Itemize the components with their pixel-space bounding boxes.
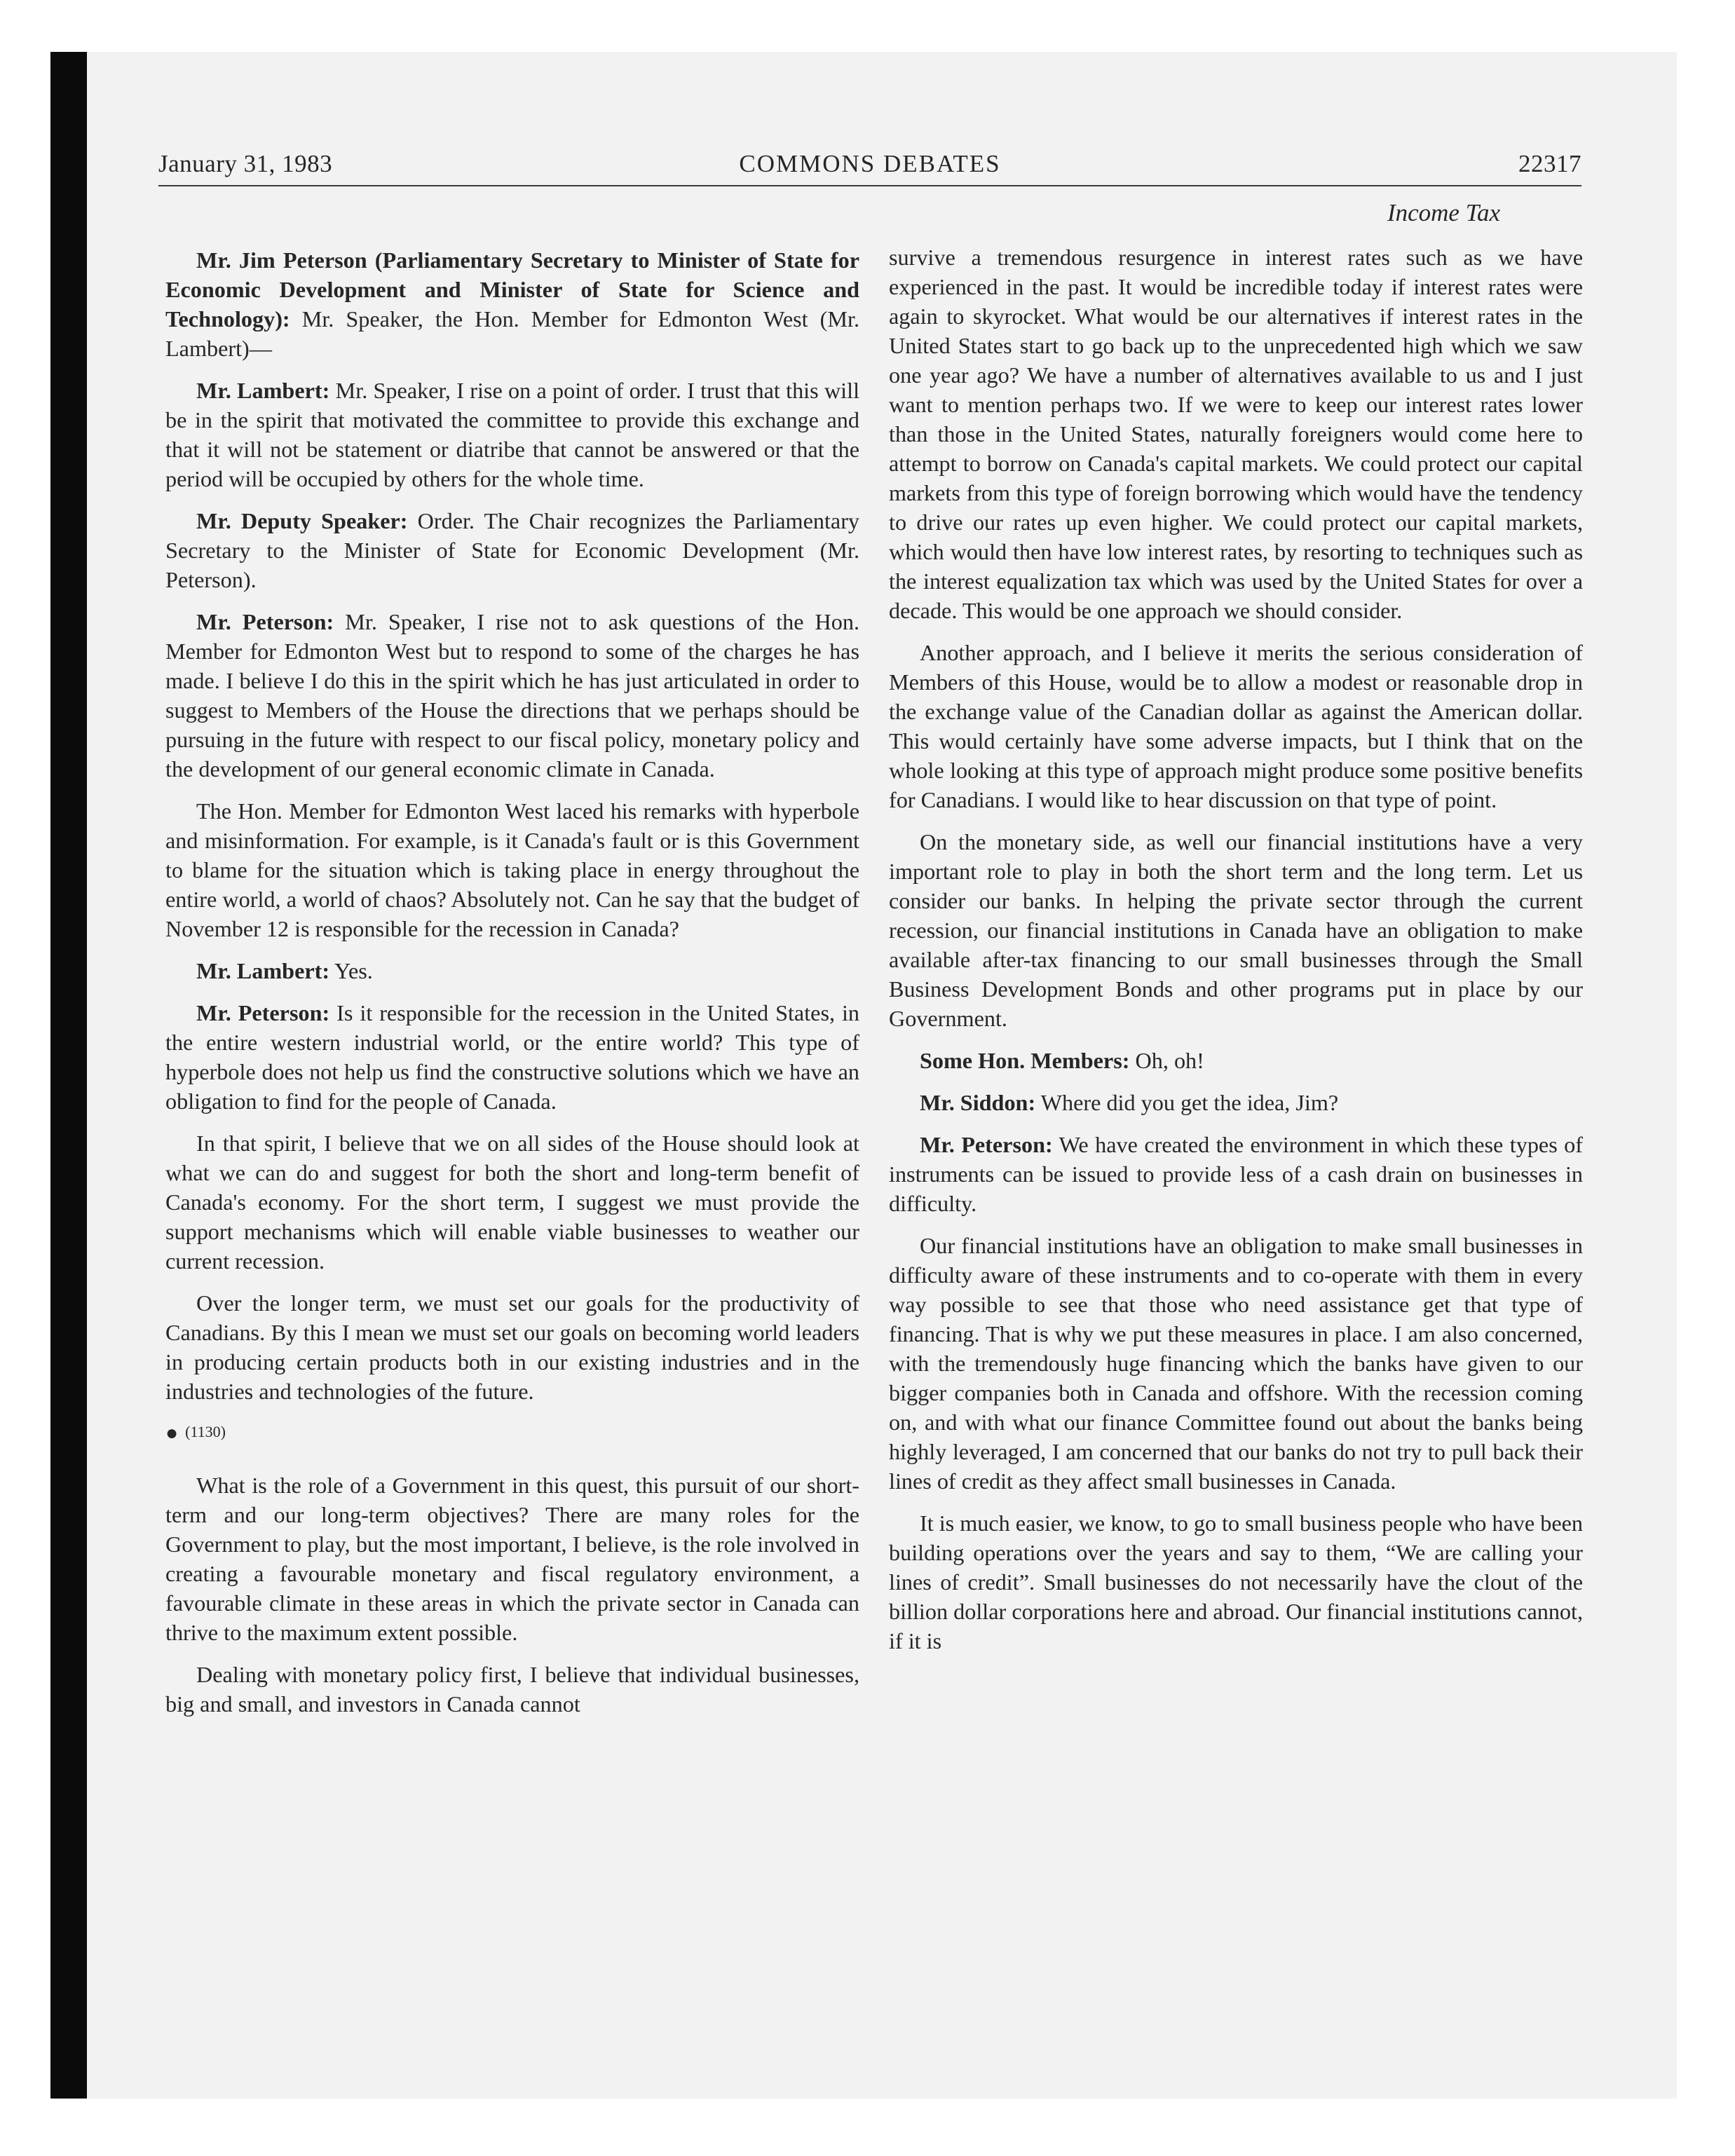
- paragraph: [165, 376, 859, 493]
- right-column-paragraphs: [889, 243, 1583, 1656]
- paragraph-text: Dealing with monetary policy first, I believe that individual businesses, big and small, and investors in Canada cannot: [165, 1661, 859, 1717]
- paragraph: [889, 243, 1583, 625]
- paragraph-text: Mr. Speaker, the Hon. Member for Edmonton West (Mr. Lambert)—: [165, 306, 859, 361]
- scan-border: [50, 52, 87, 2099]
- paragraph-text: Yes.: [334, 958, 373, 983]
- speaker-name: Mr. Peterson:: [196, 1000, 330, 1025]
- section-title: Income Tax: [1387, 199, 1500, 226]
- left-column-paragraphs-after: [165, 1471, 859, 1719]
- paragraph: [165, 956, 859, 985]
- paragraph: [889, 1508, 1583, 1656]
- paragraph: [889, 1130, 1583, 1218]
- time-marker-label: (1130): [185, 1423, 226, 1440]
- speaker-name: Mr. Jim Peterson (Parliamentary Secretary to Minister of State for Economic Development and Minister of State for Science and Technology):: [165, 247, 859, 332]
- paragraph-text: What is the role of a Government in this quest, this pursuit of our short-term and our long-term objectives? There are many roles for the Government to play, but the most important, I believe, is the role involved in creating a favourable monetary and fiscal regulatory environment, a favourable climate in these areas in which the private sector in Canada can thrive to the maximum extent possible.: [165, 1472, 859, 1645]
- paragraph: [165, 796, 859, 943]
- speaker-name: Mr. Peterson:: [920, 1132, 1053, 1157]
- paragraph-text: In that spirit, I believe that we on all sides of the House should look at what we can do and suggest for both the short and long-term benefit of Canada's economy. For the short term, I suggest we must provide the support mechanisms which will enable viable businesses to weather our current recession.: [165, 1131, 859, 1274]
- header-date: January 31, 1983: [158, 150, 333, 177]
- paragraph: [889, 1046, 1583, 1075]
- paragraph-text: Our financial institutions have an obligation to make small businesses in difficulty aware of these instruments and to co-operate with them in every way possible to see that those who need assistance get that type of financing. That is why we put these measures in place. I am also concerned, with the tremendously huge financing which the banks have given to our bigger companies both in Canada and offshore. With the recession coming on, and with what our finance Committee found out about the banks being highly leveraged, I am concerned that our banks do not try to pull back their lines of credit as they affect small businesses in Canada.: [889, 1233, 1583, 1494]
- paragraph: [165, 1128, 859, 1276]
- left-column-paragraphs: [165, 245, 859, 1406]
- paragraph-text: Where did you get the idea, Jim?: [1040, 1090, 1339, 1115]
- paragraph-text: The Hon. Member for Edmonton West laced his remarks with hyperbole and misinformation. For example, is it Canada's fault or is this Government to blame for the situation which is taking place in energy throughout the entire world, a world of chaos? Absolutely not. Can he say that the budget of November 12 is responsible for the recession in Canada?: [165, 798, 859, 941]
- right-column: [889, 243, 1583, 1668]
- paragraph: [165, 506, 859, 594]
- paragraph: [889, 1088, 1583, 1117]
- speaker-name: Mr. Lambert:: [196, 378, 330, 403]
- time-marker: [165, 1421, 859, 1444]
- header-publication: COMMONS DEBATES: [739, 150, 1001, 177]
- paragraph-text: Is it responsible for the recession in the United States, in the entire western industrial world, or the entire world? This type of hyperbole does not help us find the constructive solutions which we have an obligation to find for the people of Canada.: [165, 1000, 860, 1114]
- speaker-name: Mr. Peterson:: [196, 609, 334, 634]
- paragraph: [889, 827, 1583, 1033]
- paragraph: [165, 245, 859, 363]
- paragraph-text: Mr. Speaker, I rise not to ask questions of the Hon. Member for Edmonton West but to respond to some of the charges he has made. I believe I do this in the spirit which he has just articulated in order to suggest to Members of the House the directions that we perhaps should be pursuing in the future with respect to our fiscal policy, monetary policy and the development of our general economic climate in Canada.: [165, 609, 860, 782]
- paragraph-text: Mr. Speaker, I rise on a point of order. I trust that this will be in the spirit that motivated the committee to provide this exchange and that it will not be statement or diatribe that cannot be answered or that the period will be occupied by others for the whole time.: [165, 378, 860, 491]
- bullet-icon: ●: [165, 1421, 179, 1445]
- paragraph: [889, 1231, 1583, 1496]
- speaker-name: Mr. Lambert:: [196, 958, 330, 983]
- speaker-name: Mr. Deputy Speaker:: [196, 508, 408, 533]
- paragraph-text: Order. The Chair recognizes the Parliamentary Secretary to the Minister of State for Economic Development (Mr. Peterson).: [165, 508, 860, 592]
- left-column: [165, 245, 859, 1731]
- paragraph: [165, 998, 859, 1116]
- paragraph: [165, 607, 859, 784]
- speaker-name: Some Hon. Members:: [920, 1048, 1130, 1073]
- header-rule: [158, 185, 1581, 186]
- paragraph: [165, 1660, 859, 1719]
- paragraph-text: We have created the environment in which these types of instruments can be issued to provide less of a cash drain on businesses in difficulty.: [889, 1132, 1583, 1216]
- header-page-number: 22317: [1518, 150, 1581, 177]
- paragraph: [165, 1288, 859, 1406]
- paragraph-text: Another approach, and I believe it merits the serious consideration of Members of this House, would be to allow a modest or reasonable drop in the exchange value of the Canadian dollar as against the American dollar. This would certainly have some adverse impacts, but I think that on the whole looking at this type of approach might produce some positive benefits for Canadians. I would like to hear discussion on that type of point.: [889, 640, 1583, 812]
- paragraph: [165, 1471, 859, 1647]
- speaker-name: Mr. Siddon:: [920, 1090, 1036, 1115]
- paragraph-text: Over the longer term, we must set our goals for the productivity of Canadians. By this I mean we must set our goals on becoming world leaders in producing certain products both in our existing industries and in the industries and technologies of the future.: [165, 1290, 859, 1404]
- paragraph-text: survive a tremendous resurgence in interest rates such as we have experienced in the past. It would be incredible today if interest rates were again to skyrocket. What would be our alternatives if interest rates in the United States start to go back up to the unprecedented high which we saw one year ago? We have a number of alternatives available to us and I just want to mention perhaps two. If we were to keep our interest rates lower than those in the United States, naturally foreigners would come here to attempt to borrow on Canada's capital markets. We could protect our capital markets from this type of foreign borrowing which would have the tendency to drive our rates up even higher. We could protect our capital markets, which would then have low interest rates, by resorting to techniques such as the interest equalization tax which was used by the United States for over a decade. This would be one approach we should consider.: [889, 245, 1583, 623]
- paragraph-text: It is much easier, we know, to go to small business people who have been building operations over the years and say to them, “We are calling your lines of credit”. Small businesses do not necessarily have the clout of the billion dollar corporations here and abroad. Our financial institutions cannot, if it is: [889, 1510, 1583, 1653]
- paragraph: [889, 638, 1583, 814]
- paragraph-text: On the monetary side, as well our financial institutions have a very important role to play in both the short term and the long term. Let us consider our banks. In helping the private sector through the current recession, our financial institutions in Canada have an obligation to make available after-tax financing to our small businesses through the Small Business Development Bonds and other programs put in place by our Government.: [889, 829, 1583, 1031]
- paragraph-text: Oh, oh!: [1135, 1048, 1204, 1073]
